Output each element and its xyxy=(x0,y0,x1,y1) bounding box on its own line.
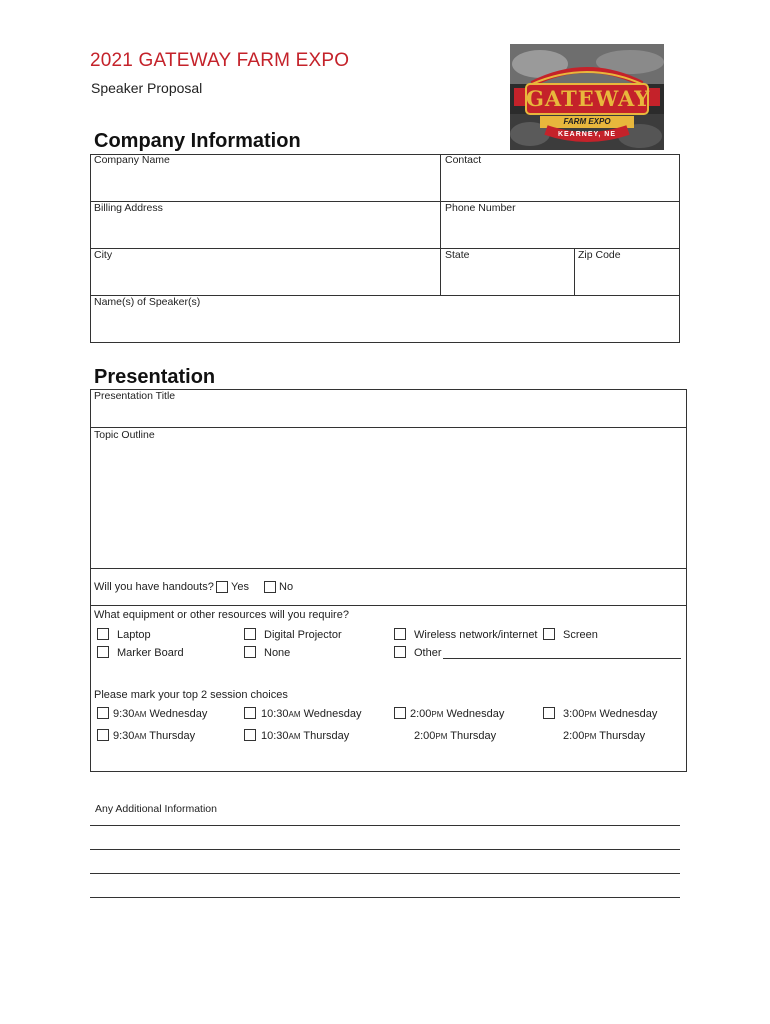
session-thu-200-alt-label: 2:00PM Thursday xyxy=(563,730,646,742)
logo-main-text: GATEWAY xyxy=(526,86,651,111)
form-subtitle: Speaker Proposal xyxy=(91,80,203,96)
wireless-checkbox[interactable] xyxy=(394,628,406,640)
wireless-label: Wireless network/internet xyxy=(414,629,538,641)
sessions-prompt: Please mark your top 2 session choices xyxy=(94,689,288,701)
other-label: Other xyxy=(414,647,442,659)
logo-sub-text: FARM EXPO xyxy=(563,117,611,126)
presentation-heading: Presentation xyxy=(94,366,216,388)
topic-outline-field[interactable]: Topic Outline xyxy=(94,429,155,441)
company-name-field[interactable]: Company Name xyxy=(94,154,170,166)
additional-info-line-3[interactable] xyxy=(90,873,680,874)
logo-location-text: KEARNEY, NE xyxy=(557,131,617,138)
session-wed-1030-checkbox[interactable] xyxy=(244,707,256,719)
billing-address-field[interactable]: Billing Address xyxy=(94,202,163,214)
presentation-title-field[interactable]: Presentation Title xyxy=(94,390,176,402)
session-wed-300-label: 3:00PM Wednesday xyxy=(563,708,658,720)
company-heading: Company Information xyxy=(94,130,301,152)
city-field[interactable]: City xyxy=(94,249,113,261)
session-thu-1030-label: 10:30AM Thursday xyxy=(261,730,350,742)
gateway-logo-icon xyxy=(510,44,664,150)
session-thu-200-label: 2:00PM Thursday xyxy=(414,730,497,742)
handouts-question: Will you have handouts? xyxy=(94,581,214,593)
screen-checkbox[interactable] xyxy=(543,628,555,640)
screen-label: Screen xyxy=(563,629,598,641)
marker-board-checkbox[interactable] xyxy=(97,646,109,658)
handouts-yes-label: Yes xyxy=(231,581,249,593)
other-input-line[interactable] xyxy=(443,658,681,659)
none-label: None xyxy=(264,647,291,659)
handouts-yes-checkbox[interactable] xyxy=(216,581,228,593)
additional-info-line-1[interactable] xyxy=(90,825,680,826)
handouts-no-checkbox[interactable] xyxy=(264,581,276,593)
session-wed-200-checkbox[interactable] xyxy=(394,707,406,719)
zip-code-field[interactable]: Zip Code xyxy=(578,249,621,261)
laptop-label: Laptop xyxy=(117,629,151,641)
handouts-no-label: No xyxy=(279,581,294,593)
session-wed-930-checkbox[interactable] xyxy=(97,707,109,719)
session-wed-930-label: 9:30AM Wednesday xyxy=(113,708,208,720)
none-checkbox[interactable] xyxy=(244,646,256,658)
session-wed-300-checkbox[interactable] xyxy=(543,707,555,719)
additional-info-line-4[interactable] xyxy=(90,897,680,898)
contact-field[interactable]: Contact xyxy=(445,154,482,166)
additional-info-line-2[interactable] xyxy=(90,849,680,850)
projector-checkbox[interactable] xyxy=(244,628,256,640)
other-checkbox[interactable] xyxy=(394,646,406,658)
state-field[interactable]: State xyxy=(445,249,470,261)
session-thu-930-checkbox[interactable] xyxy=(97,729,109,741)
session-wed-200-label: 2:00PM Wednesday xyxy=(410,708,505,720)
form-title: 2021 GATEWAY FARM EXPO xyxy=(90,50,350,71)
equipment-question: What equipment or other resources will you require? xyxy=(94,609,349,621)
marker-board-label: Marker Board xyxy=(117,647,184,659)
additional-info-label: Any Additional Information xyxy=(95,803,217,815)
session-wed-1030-label: 10:30AM Wednesday xyxy=(261,708,362,720)
session-thu-930-label: 9:30AM Thursday xyxy=(113,730,196,742)
projector-label: Digital Projector xyxy=(264,629,342,641)
laptop-checkbox[interactable] xyxy=(97,628,109,640)
speakers-field[interactable]: Name(s) of Speaker(s) xyxy=(94,296,201,308)
session-thu-1030-checkbox[interactable] xyxy=(244,729,256,741)
phone-number-field[interactable]: Phone Number xyxy=(445,202,516,214)
